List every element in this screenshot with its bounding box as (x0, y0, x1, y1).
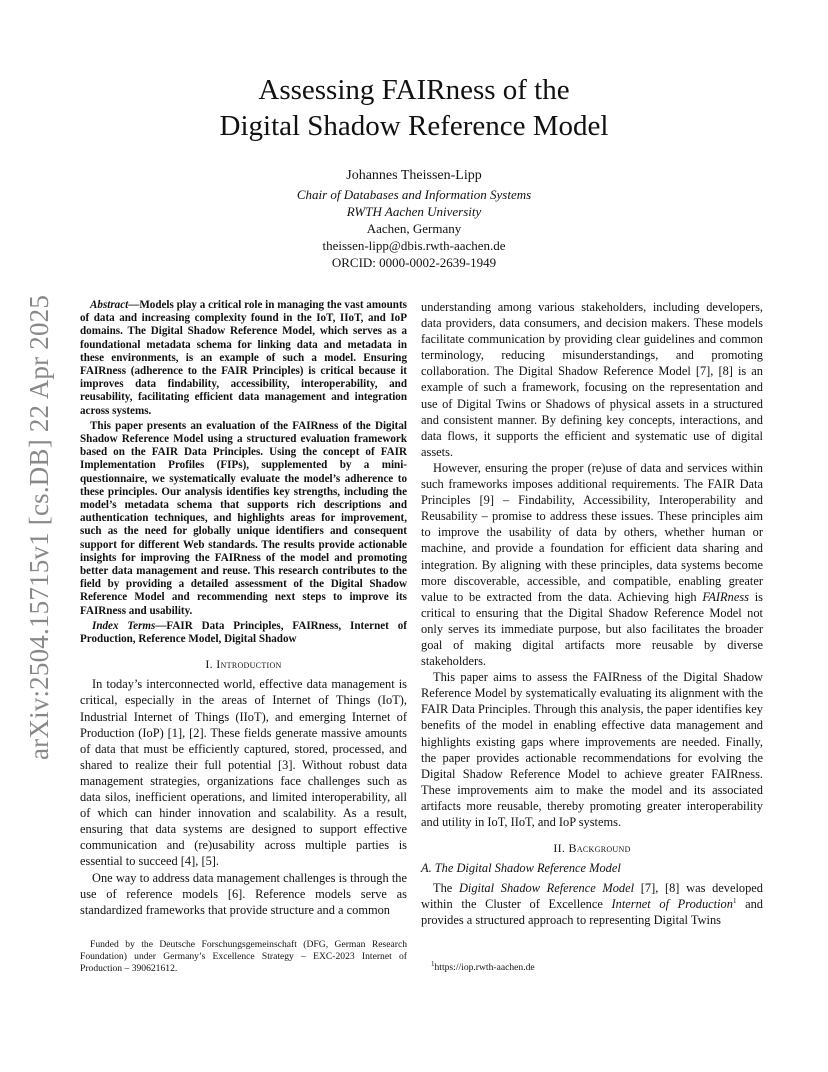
right-column (421, 299, 763, 929)
section-heading-background: II. Background (553, 841, 631, 856)
author-affiliation-university: RWTH Aachen University (346, 204, 482, 219)
abstract-paragraph-1: —Models play a critical role in managing the vast amounts of data and increasing complexity found in the IoT, IIoT, and IoP domains. The Digital Shadow Reference Model, which serves as a foundational metadata schema for linking data and metadata in these environments, is an example of such a model. Ensuring FAIRness (adherence to the FAIR Principles) is critical because it improves data findability, accessibility, interoperability, and reusability, facilitating efficient data management and integration across systems. (80, 299, 407, 417)
section-heading-introduction: I. Introduction (205, 657, 282, 672)
index-terms (80, 620, 407, 646)
author-orcid: ORCID: 0000-0002-2639-1949 (331, 255, 497, 270)
subsection-heading-reference-model: A. The Digital Shadow Reference Model (421, 861, 621, 876)
funding-footnote: Funded by the Deutsche Forschungsgemeinschaft (DFG, German Research Foundation) under Germany’s Excellence Strategy – EXC-2023 Internet of Production – 390621612. (80, 939, 407, 974)
index-terms-text: —FAIR Data Principles, FAIRness, Internet of Production, Reference Model, Digital Shadow (80, 619, 407, 646)
intro-paragraph-3-part-a: However, ensuring the proper (re)use of data and services within such frameworks imposes additional requirements. The FAIR Data Principles [9] – Findability, Accessibility, Interoperability and Reusability – promise to address these issues. These principles aim to improve the usability of data by others, whether human or machine, and provide a foundation for efficient data sharing and integration. By aligning with these principles, data systems become more discoverable, accessible, and compatible, enabling greater value to be extracted from the data. Achieving high (421, 460, 763, 604)
abstract-label: Abstract (90, 299, 129, 311)
index-terms-label: Index Terms (92, 619, 156, 632)
intro-paragraph-2-continued: understanding among various stakeholders, including developers, data providers, data consumers, and decision makers. These models facilitate communication by providing clear guidelines and common terminology, reducing misunderstandings, and promoting collaboration. The Digital Shadow Reference Model [7], [8] is an example of such a framework, focusing on the representation and use of Digital Twins or Shadows of physical assets in a structured and consistent manner. By defining key concepts, interactions, and data flows, it supports the efficient and systematic use of digital assets. (421, 300, 763, 459)
paper-title (0, 72, 828, 144)
footnote-1 (431, 959, 751, 974)
abstract (80, 299, 407, 618)
paper-title-line-2: Digital Shadow Reference Model (219, 110, 609, 142)
intro-paragraph-3-part-b: is critical to ensuring that the Digital Shadow Reference Model not only serves its immediate purpose, but also facilitates the broader goal of making digital artifacts more reusable by diverse stakeholders. (421, 589, 763, 669)
author-location: Aachen, Germany (366, 221, 462, 236)
intro-paragraph-3-emphasis: FAIRness (702, 589, 749, 604)
arxiv-identifier-stamp: arXiv:2504.15715v1 [cs.DB] 22 Apr 2025 (24, 294, 54, 760)
left-column (80, 299, 407, 918)
author-block (0, 167, 828, 271)
paper-title-line-1: Assessing FAIRness of the (258, 74, 570, 106)
background-p1-part-c: and provides a structured approach to representing Digital Twins (421, 897, 763, 928)
intro-paragraph-2: One way to address data management challenges is through the use of reference models [6]. Reference models serve as standardized frameworks that provide structure and a common (80, 870, 407, 917)
background-p1-part-b: [7], [8] was developed within the Cluster of Excellence (421, 881, 763, 912)
background-p1-emphasis-2: Internet of Production (611, 897, 733, 912)
intro-paragraph-4: This paper aims to assess the FAIRness of the Digital Shadow Reference Model by systematically evaluating its alignment with the FAIR Data Principles. Through this analysis, the paper identifies key benefits of the model in enabling effective data management and highlights existing gaps where improvements are needed. Finally, the paper provides actionable recommendations for evolving the Digital Shadow Reference Model to achieve greater FAIRness. These improvements aim to make the model and its associated artifacts more reusable, thereby promoting greater interoperability and utility in IoT, IIoT, and IoP systems. (421, 670, 763, 829)
author-name: Johannes Theissen-Lipp (346, 168, 482, 183)
author-email[interactable]: theissen-lipp@dbis.rwth-aachen.de (322, 238, 506, 253)
abstract-paragraph-2: This paper presents an evaluation of the FAIRness of the Digital Shadow Reference Model using a structured evaluation framework based on the FAIR Data Principles. Using the concept of FAIR Implementation Profiles (FIPs), supplemented by a mini-questionnaire, we systematically evaluate the model’s adherence to these principles. Our analysis identifies key strengths, including the model’s metadata schema that supports rich descriptions and authentication techniques, and highlights areas for improvement, such as the need for globally unique identifiers and consequent support for different Web standards. The results provide actionable insights for improving the FAIRness of the model and promoting better data management and reuse. This research contributes to the field by providing a detailed assessment of the Digital Shadow Reference Model and recommending next steps to improve its FAIRness and usability. (80, 419, 407, 617)
background-paragraph-1 (421, 880, 763, 928)
background-p1-emphasis-1: Digital Shadow Reference Model (458, 881, 635, 896)
footnote-marker-1[interactable]: 1 (732, 897, 737, 906)
intro-paragraph-1: In today’s interconnected world, effective data management is critical, especially in the areas of Internet of Things (IoT), Industrial Internet of Things (IIoT), and emerging Internet of Production (IoP) [1], [2]. These fields generate massive amounts of data that must be efficiently captured, stored, processed, and shared to realize their full potential [3]. Without robust data management strategies, organizations face challenges such as data silos, inefficient operations, and limited interoperability, all of which can hinder innovation and scalability. As a result, ensuring that data systems are designed to support effective communication and (re)usability across multiple parties is essential to succeed [4], [5]. (80, 677, 407, 869)
author-affiliation-chair: Chair of Databases and Information Systems (296, 187, 532, 202)
footnote-1-mark: 1 (431, 959, 435, 968)
footnote-1-url[interactable]: https://iop.rwth-aachen.de (434, 962, 535, 973)
background-p1-part-a: The (433, 881, 459, 896)
intro-paragraph-3 (421, 460, 763, 669)
